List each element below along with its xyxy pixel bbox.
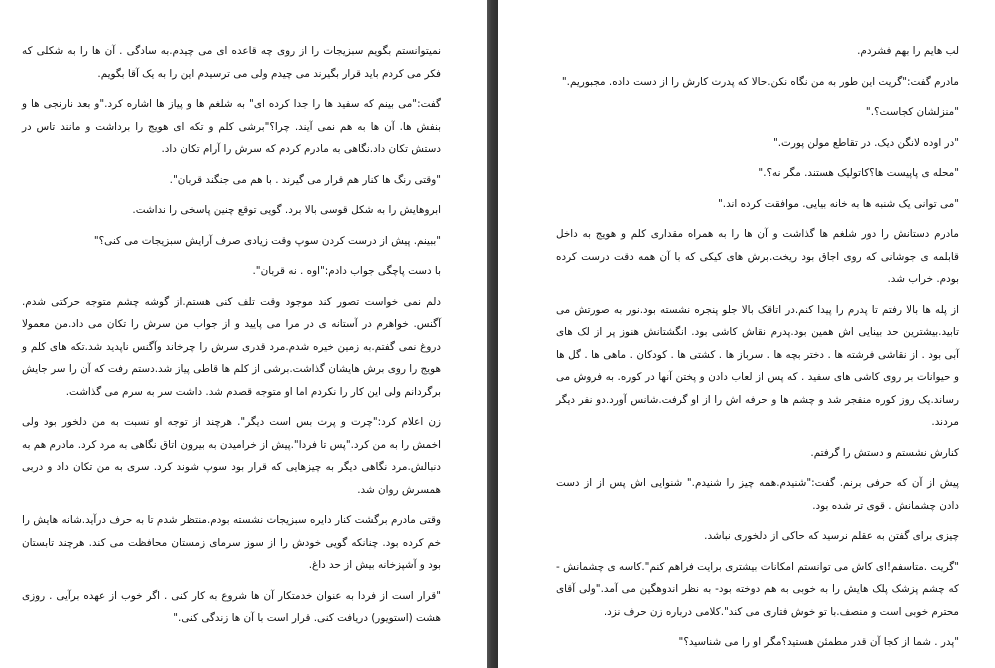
paragraph: وقتی مادرم برگشت کنار دایره سبزیجات نشسته بودم.منتظر شدم تا به حرف درآید.شانه هایش را خم کرده بود. چنانکه گویی خودش را از سوز سرمای زمستان محافظت می کند. هرچند تابستان بود و آشپزخانه بیش از حد داغ. — [22, 514, 441, 571]
paragraph: مادرم دستانش را دور شلغم ها گذاشت و آن ها را به همراه مقداری کلم و هویج به داخل قابلمه ی جوشانی که روی اجاق بود ریخت.برش های کیکی که با آن همه دقت درست کرده بودم. خراب شد. — [556, 228, 959, 285]
paragraph: "ببینم. پیش از درست کردن سوپ وقت زیادی صرف آرایش سبزیجات می کنی؟" — [93, 234, 441, 247]
paragraph: "محله ی پاپیست ها؟کاتولیک هستند. مگر نه؟." — [758, 167, 959, 179]
paragraph: گفت:"می بینم که سفید ها را جدا کرده ای" به شلغم ها و پیاز ها اشاره کرد."و بعد نارنجی ها و بنفش ها. آن ها به هم نمی آیند. چرا؟"برشی کلم و تکه ای هویج را برداشت و مانند تاس در دستش تکان داد.نگاهی به مادرم کردم که سرش را آرام تکان داد. — [22, 98, 441, 155]
left-page — [0, 0, 487, 668]
paragraph: مادرم گفت:"گریت این طور به من نگاه نکن.حالا که پدرت کارش را از دست داده. مجبوریم." — [561, 75, 959, 88]
paragraph: "در اوده لانگن دیک. در تقاطع مولن پورت." — [772, 136, 959, 149]
paragraph: "منزلشان کجاست؟." — [865, 106, 959, 118]
paragraph: با دست پاچگی جواب دادم:"اوه . نه قربان". — [252, 265, 441, 277]
paragraph: دلم نمی خواست تصور کند موجود وقت تلف کنی هستم.از گوشه چشم متوجه حرکتی شدم. آگنس. خواهرم در آستانه ی در مرا می پایید و از جواب من سرش را تکان می داد.من معمولا دروغ نمی گفتم.به زمین خیره شدم.مرد قدری سرش را چرخاند وآگنس ناپدید شد.تکه های کلم و هویج را روی برش هایشان گذاشت.برشی از کلم ها قاطی پیاز شد.دستم رفت که آن را سر جایش برگردانم ولی این کار را نکردم اما او متوجه قصدم شد. داشت سر به سرم می گذاشت. — [22, 295, 441, 398]
paragraph: "وقتی رنگ ها کنار هم قرار می گیرند . با هم می جنگند قربان". — [169, 173, 441, 186]
paragraph: نمیتوانستم بگویم سبزیجات را از روی چه قاعده ای می چیدم.به سادگی . آن ها را به شکلی که فکر می کردم باید قرار بگیرند می چیدم ولی می ترسیدم این را به یک آقا بگویم. — [22, 45, 441, 80]
paragraph: کنارش نشستم و دستش را گرفتم. — [810, 446, 959, 459]
paragraph: "می توانی یک شنبه ها به خانه بیایی. موافقت کرده اند." — [718, 197, 959, 210]
paragraph: چیزی برای گفتن به عقلم نرسید که حاکی از دلخوری نباشد. — [704, 530, 959, 542]
paragraph: از پله ها بالا رفتم تا پدرم را پیدا کنم.در اتاقک بالا جلو پنجره نشسته بود.نور به صورتش می تابید.بیشترین حد بینایی اش همین بود.پدرم نقاش کاشی بود. انگشتانش هنوز پر از لک های آبی بود . از نقاشی فرشته ها . دختر بچه ها . سرباز ها . کشتی ها . کودکان . ماهی ها . گل ها و حیوانات بر روی کاشی های سفید . که پس از لعاب دادن و پختن آنها در کوره. به فروش می رساند.یک روز کوره منفجر شد و چشم ها و حرفه اش را از او گرفت.شانس آورد.دو نفر دیگر مردند. — [556, 303, 959, 428]
paragraph: "قرار است از فردا به عنوان خدمتکار آن ها شروع به کار کنی . اگر خوب از عهده برآیی . روزی هشت (استویور) دریافت کنی. قرار است با آن ها زندگی کنی." — [22, 589, 441, 624]
paragraph: ابروهایش را به شکل قوسی بالا برد. گویی توقع چنین پاسخی را نداشت. — [132, 204, 441, 216]
paragraph: پیش از آن که حرفی برنم. گفت:"شنیدم.همه چیز را شنیدم." شنوایی اش پس از از دست دادن چشمانش . قوی تر شده بود. — [556, 477, 959, 512]
page-gutter — [487, 0, 498, 668]
paragraph: زن اعلام کرد:"چرت و پرت بس است دیگر". هرچند از توجه او نسبت به من دلخور بود ولی اخمش را به من کرد."پس تا فردا".پیش از خرامیدن به بیرون اتاق نگاهی به مرد کرد. مادرم هم به دنبالش.مرد نگاهی دیگر به چیزهایی که قرار بود سوپ شوند کرد. سری به من تکان داد و دربی همسرش روان شد. — [22, 416, 441, 496]
paragraph: "پدر . شما از کجا آن قدر مطمئن هستید؟مگر او را می شناسید؟" — [678, 636, 959, 648]
right-page — [498, 0, 995, 668]
paragraph: "گریت .متاسفم!ای کاش می توانستم امکانات بیشتری برایت فراهم کنم".کاسه ی چشمانش - که چشم پزشک پلک هایش را به خوبی به هم دوخته بود- به نظر اندوهگین می آمد."ولی آقای محترم خوبی است و منصف.با تو خوش فتاری می کند".کلامی درباره زن حرف نزد. — [556, 560, 959, 618]
paragraph: لب هایم را بهم فشردم. — [857, 45, 959, 57]
